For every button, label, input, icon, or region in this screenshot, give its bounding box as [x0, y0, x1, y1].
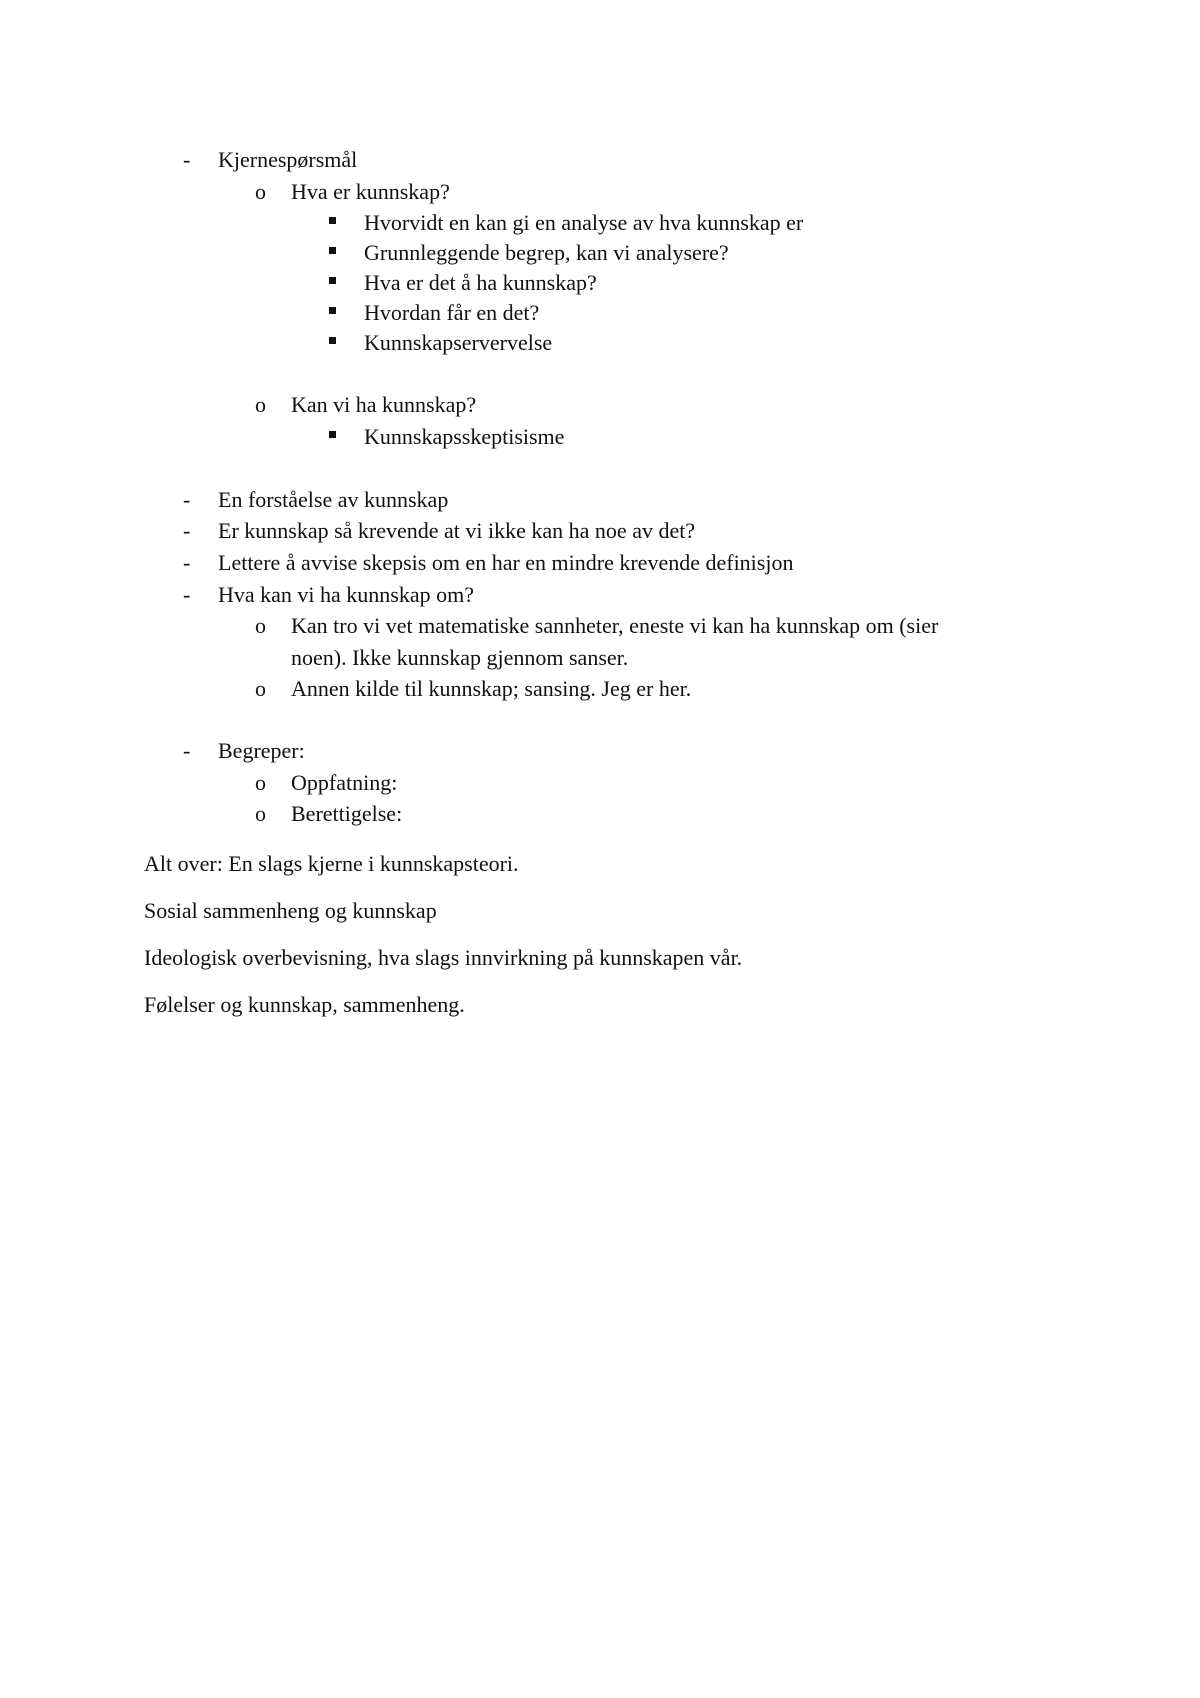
- outline-item-berettigelse: Berettigelse:: [291, 801, 403, 826]
- outline-item-oppfatning: Oppfatning:: [291, 770, 398, 795]
- outline-item-krevende: Er kunnskap så krevende at vi ikke kan ha noe av det?: [218, 518, 696, 543]
- outline-item-matematiske-continuation: noen). Ikke kunnskap gjennom sanser.: [291, 645, 629, 670]
- square-bullet-icon: [329, 247, 336, 254]
- dash-bullet: -: [183, 582, 191, 607]
- paragraph: Følelser og kunnskap, sammenheng.: [144, 992, 465, 1017]
- dash-bullet: -: [183, 487, 191, 512]
- outline-item-hva-er-kunnskap: Hva er kunnskap?: [291, 179, 450, 204]
- circle-bullet: o: [255, 179, 266, 204]
- square-bullet-icon: [329, 337, 336, 344]
- outline-item-kunnskapservervelse: Kunnskapservervelse: [364, 330, 553, 355]
- outline-item-grunnleggende: Grunnleggende begrep, kan vi analysere?: [364, 240, 729, 265]
- outline-item-matematiske: Kan tro vi vet matematiske sannheter, eneste vi kan ha kunnskap om (sier: [291, 613, 939, 638]
- outline-item-begreper: Begreper:: [218, 738, 305, 763]
- circle-bullet: o: [255, 801, 266, 826]
- dash-bullet: -: [183, 147, 191, 172]
- circle-bullet: o: [255, 392, 266, 417]
- square-bullet-icon: [329, 217, 336, 224]
- square-bullet-icon: [329, 277, 336, 284]
- outline-item-kjernesporsmal: Kjernespørsmål: [218, 147, 358, 172]
- outline-item-skeptisisme: Kunnskapsskeptisisme: [364, 424, 565, 449]
- circle-bullet: o: [255, 613, 266, 638]
- outline-item-kan-vi-ha: Kan vi ha kunnskap?: [291, 392, 477, 417]
- dash-bullet: -: [183, 550, 191, 575]
- outline-item-hva-kan-vi: Hva kan vi ha kunnskap om?: [218, 582, 474, 607]
- square-bullet-icon: [329, 307, 336, 314]
- dash-bullet: -: [183, 518, 191, 543]
- square-bullet-icon: [329, 431, 336, 438]
- paragraph: Ideologisk overbevisning, hva slags innvirkning på kunnskapen vår.: [144, 945, 743, 970]
- circle-bullet: o: [255, 770, 266, 795]
- outline-item-hva-er-det: Hva er det å ha kunnskap?: [364, 270, 597, 295]
- outline-item-analyse: Hvorvidt en kan gi en analyse av hva kunnskap er: [364, 210, 804, 235]
- dash-bullet: -: [183, 738, 191, 763]
- outline-item-lettere: Lettere å avvise skepsis om en har en mindre krevende definisjon: [218, 550, 794, 575]
- paragraph: Sosial sammenheng og kunnskap: [144, 898, 437, 923]
- outline-item-hvordan: Hvordan får en det?: [364, 300, 540, 325]
- circle-bullet: o: [255, 676, 266, 701]
- outline-item-forstaelse: En forståelse av kunnskap: [218, 487, 449, 512]
- outline-item-annen-kilde: Annen kilde til kunnskap; sansing. Jeg er her.: [291, 676, 692, 701]
- paragraph: Alt over: En slags kjerne i kunnskapsteori.: [144, 851, 519, 876]
